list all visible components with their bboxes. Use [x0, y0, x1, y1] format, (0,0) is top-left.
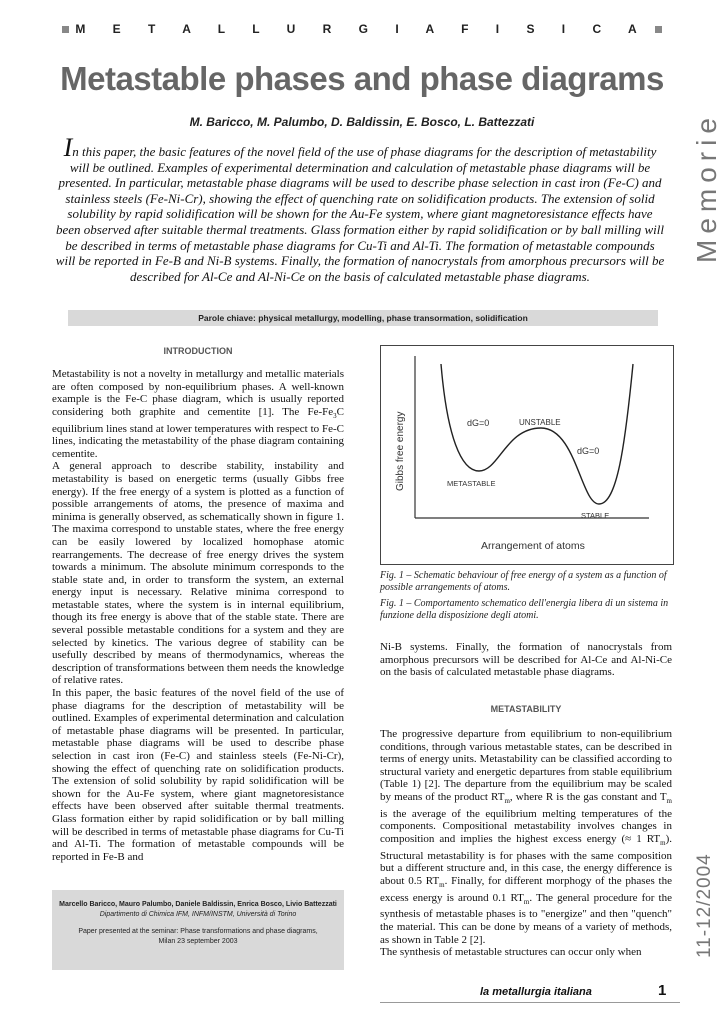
figure-caption-english: Fig. 1 – Schematic behaviour of free energy of a system as a function of possible arrangements of atoms. — [380, 570, 667, 593]
side-label-date — [688, 820, 718, 960]
meta-text-3: is the average of the equilibrium melting temperatures of the components. Compositional metastability involves changes in composition and implies the highest excess energy (≈ 1 RT — [380, 807, 672, 845]
abstract — [55, 133, 665, 284]
side-memorie-text: Memorie — [691, 112, 722, 263]
introduction-body — [52, 368, 344, 863]
metastability-heading: METASTABILITY — [490, 704, 562, 714]
intro-continuation: Ni-B systems. Finally, the formation of nanocrystals from amorphous precursors will be described for Al-Ce and Al-Ni-Ce on the basis of calculated metastable phase diagrams. — [380, 641, 672, 679]
paper-authors: M. Baricco, M. Palumbo, D. Baldissin, E. Bosco, L. Battezzati — [189, 115, 535, 129]
side-date-text: 11-12/2004 — [694, 853, 715, 958]
y-axis-label: Gibbs free energy — [395, 411, 406, 491]
footer-rule — [380, 1002, 680, 1003]
label-dg0-right: dG=0 — [577, 446, 600, 456]
seminar-line-2: Milan 23 september 2003 — [158, 937, 238, 945]
x-axis-label: Arrangement of atoms — [481, 540, 585, 552]
affiliation-dept: Dipartimento di Chimica IFM, INFM/INSTM, Università di Torino — [99, 910, 297, 918]
page-number: 1 — [658, 982, 667, 999]
header-square-left — [62, 26, 69, 33]
section-header-text: M E T A L L U R G I A F I S I C A — [75, 22, 649, 36]
section-header — [0, 22, 724, 36]
meta-text-4: ). Structural metastability is for phases with the same composition but a different structure and, in this case, the energy difference is about 0.5 RT — [380, 832, 672, 887]
keywords-bar: Parole chiave: physical metallurgy, modelling, phase transormation, solidification — [68, 310, 658, 326]
intro-paragraph-1 — [52, 368, 344, 460]
meta-sub-2: m — [666, 797, 672, 806]
meta-sub-3: m — [660, 839, 666, 848]
meta-sub-5: m — [523, 897, 530, 906]
seminar-line-1: Paper presented at the seminar: Phase transformations and phase diagrams, — [78, 928, 318, 935]
label-stable: STABLE — [581, 511, 610, 520]
meta-text-1: The progressive departure from equilibrium to non-equilibrium conditions, through various metastable states, can be described in terms of energy units. Metastability can be classified according to structural variety and energetic departures from stable equilibrium (Table 1) [2]. The departure from the equilibrium may be scaled by means of the product RT — [380, 728, 672, 803]
intro-p1-subscript: 3 — [333, 411, 337, 420]
metastability-paragraph-2: The synthesis of metastable structures can occur only when — [380, 946, 642, 959]
introduction-heading: INTRODUCTION — [163, 346, 233, 356]
header-square-right — [655, 26, 662, 33]
meta-text-6: . The general procedure for the synthesis of metastable phases is to "energize" and then "quench" the material. This can be done by means of a variety of methods, as shown in Table 2 [2]. — [380, 891, 672, 946]
label-dg0-left: dG=0 — [467, 418, 490, 428]
label-unstable: UNSTABLE — [519, 418, 561, 427]
intro-p1-part-b: C equilibrium lines stand at lower temperatures with respect to Fe-C lines, indicating the metastability of the phase diagram containing cementite. — [52, 405, 344, 460]
figure-1-diagram — [381, 346, 673, 564]
side-label-memorie — [688, 68, 724, 268]
meta-sub-1: m — [504, 797, 510, 806]
metastability-body — [380, 728, 672, 959]
abstract-text: n this paper, the basic features of the novel field of the use of phase diagrams for the description of metastability will be outlined. Examples of experimental determination and calculation of metastable phase diagrams will be presented. In particular, metastable phase diagrams will be used to describe phase selection in cast iron (Fe-C) and stainless steels (Fe-Ni-Cr), showing the effect of quenching rate on solidification products. The extension of solid solubility by rapid solidification will be shown for the Au-Fe system, where giant magnetoresistance effects have been observed after suitable thermal treatments. Glass formation either by rapid solidification or by ball milling will be described in terms of metastable phase diagrams for Cu-Ti and Al-Ti. The formation of metastable compounds will be reported in Fe-B and Ni-B systems. Finally, the formation of nanocrystals from amorphous precursors will be described for Al-Ce and Al-Ni-Ce on the basis of calculated metastable phase diagrams. — [55, 144, 665, 284]
affiliation-box — [52, 890, 344, 970]
meta-text-2: , where R is the gas constant and T — [509, 790, 667, 803]
meta-text-5: . Finally, for different morphogy of the phases the excess energy is around 0.1 RT — [380, 874, 672, 904]
meta-sub-4: m — [439, 881, 445, 890]
paper-title: Metastable phases and phase diagrams — [60, 60, 664, 97]
affiliation-names: Marcello Baricco, Mauro Palumbo, Daniele Baldissin, Enrica Bosco, Livio Battezzati — [59, 901, 337, 908]
figure-caption-italian: Fig. 1 – Comportamento schematico dell'energia libera di un sistema in funzione della disposizione degli atomi. — [380, 598, 669, 621]
figure-1 — [380, 345, 674, 565]
intro-p1-part-a: Metastability is not a novelty in metallurgy and metallic materials are often composed by non-equilibrium phases. A well-known example is the Fe-C phase diagram, which is usually reported considering both graphite and cementite [1]. The Fe-Fe — [52, 368, 344, 418]
abstract-dropcap: I — [63, 133, 73, 162]
label-metastable: METASTABLE — [447, 479, 496, 488]
metastability-paragraph-1 — [380, 728, 672, 946]
footer-journal-name: la metallurgia italiana — [480, 986, 592, 998]
intro-paragraph-3: In this paper, the basic features of the novel field of the use of phase diagrams for the description of metastability will be outlined. Examples of experimental determination and calculation of metastable phase diagrams will be presented. In particular, metastable phase diagrams will be used to describe phase selection in cast iron (Fe-C) and stainless steels (Fe-Ni-Cr), showing the effect of quenching rate on solidification products. The extension of solid solubility by rapid solidification will be shown for the Au-Fe system, where giant magnetoresistance effects have been observed after suitable thermal treatments. Glass formation either by rapid solidification or by ball milling will be described in terms of metastable phase diagrams for Cu-Ti and Al-Ti. The formation of metastable compounds will be reported in Fe-B and — [52, 687, 344, 863]
intro-paragraph-2: A general approach to describe stability, instability and metastability is based on energetic terms (usually Gibbs free energy). If the free energy of a system is plotted as a function of possible arrangements of atoms, the presence of maxima and minima is generally observed, as schematically shown in figure 1. The maxima correspond to unstable states, where the free energy can be easily lowered by localized homophase atomic rearrangements. The decrease of free energy drives the system towards a minimum. The absolute minimum corresponds to the stable state and, in order to transform the system, an external energy input is necessary. Relative minima correspond to metastable states, where the system is in internal equilibrium, though its free energy is above that of the stable state. There are several possible metastable conditions for a system and they are selected by kinetics. The various degree of stability can be usefully described by means of thermodynamics, whereas the description of transformations between them needs the knowledge of relative rates. — [52, 460, 344, 687]
